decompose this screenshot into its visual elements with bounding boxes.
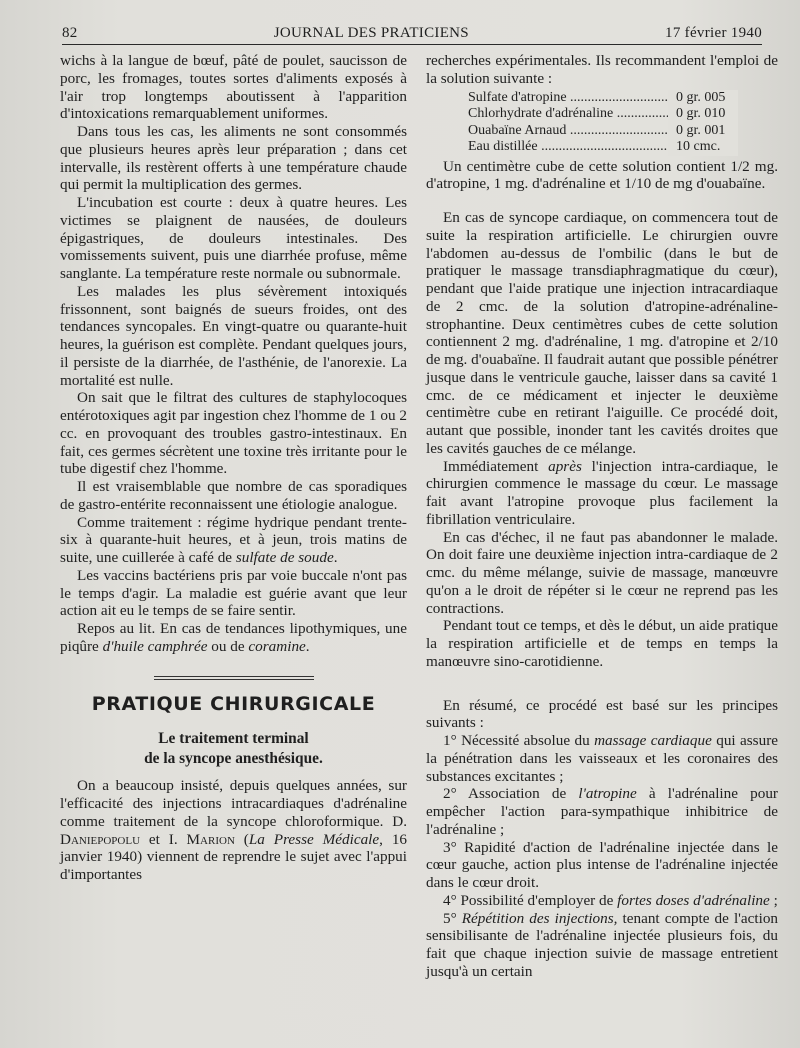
text-run: (: [234, 830, 249, 848]
ingredient-name: Sulfate d'atropine .....: [468, 90, 668, 107]
paragraph: En cas d'échec, il ne faut pas abandonner le malade. On doit faire une deuxième injection intra-cardiaque de 2 cmc. du même mélange, suivie de massage, manœuvre qu'on a le droit de répéter si le cœur ne reprend pas les contractions.: [426, 528, 778, 617]
running-header: [62, 18, 762, 45]
author-name: Marion: [186, 830, 235, 848]
item-number: 2°: [443, 785, 457, 803]
text-run: , 16 janvier 1940) viennent de reprendre le sujet avec l'appui d'importantes: [60, 830, 408, 883]
ingredient-dose: 0 gr. 005: [668, 90, 738, 107]
text-run: Rapidité d'action de l'adrénaline injectée dans le cœur gauche, action plus intense de l'adrénaline injectée dans le cœur droit.: [426, 838, 778, 891]
paragraph: Il est vraisemblable que nombre de cas sporadiques de gastro-entérite reconnaissent une étiologie analogue.: [60, 478, 407, 513]
principle-item: [426, 839, 778, 892]
text-run: Repos au lit. En cas de tendances lipothymiques, une piqûre: [60, 620, 407, 655]
italic-run: massage cardiaque: [594, 732, 712, 749]
text-run: tenant compte de l'action sensibilisante de l'adrénaline injectée plusieurs fois, du fait que chaque injection suivie de massage entretient jusqu'à un certain: [426, 909, 779, 980]
issue-date: 17 février 1940: [665, 25, 762, 41]
article-title: [60, 729, 407, 769]
formula-row: [468, 106, 738, 123]
formula-row: [468, 123, 738, 140]
text-run: Nécessité absolue du: [456, 732, 595, 749]
paragraph: On sait que le filtrat des cultures de staphylocoques entérotoxiques agit par ingestion chez l'homme de 1 ou 2 cc. en provoquant des troubles gastro-intestinaux. En fait, ces germes sécrètent une toxine très irritante pour le tube digestif chez l'homme.: [60, 389, 407, 478]
article-title-line: de la syncope anesthésique.: [144, 750, 323, 768]
paragraph: En résumé, ce procédé est basé sur les principes suivants :: [426, 696, 778, 732]
paragraph: recherches expérimentales. Ils recommandent l'emploi de la solution suivante :: [426, 52, 778, 87]
text-run: ;: [769, 891, 778, 909]
text-run: On a beaucoup insisté, depuis quelques années, sur l'efficacité des injections intracardiaques d'adrénaline comme traitement de la syncope chloroformique. D.: [60, 777, 407, 830]
text-run: et I.: [140, 830, 187, 848]
text-run: à l'adrénaline pour empêcher l'action para-sympathique inhibitrice de l'adrénaline ;: [426, 785, 778, 838]
italic-run: Répétition des injections,: [461, 909, 618, 927]
paragraph-intro: [60, 777, 407, 884]
italic-run: coramine: [248, 637, 306, 655]
item-number: 3°: [443, 838, 457, 856]
text-run: .: [333, 549, 338, 566]
principle-item: [426, 910, 778, 981]
ingredient-dose: 0 gr. 001: [668, 123, 738, 140]
text-run: Possibilité d'employer de: [456, 891, 618, 909]
paragraph: Les malades les plus sévèrement intoxiqués frissonnent, sont baignés de sueurs froides, ont des tendances syncopales. En vingt-quatre ou quarante-huit heures, la guérison est complète. Pendant quelques jours, il persiste de la diarrhée, de l'asthénie, de l'anorexie. La mortalité est nulle.: [60, 282, 407, 389]
text-run: l'injection intra-cardiaque, le chirurgien commence le massage du cœur. Le massage fait avant l'atropine provoque plus facilement la fibrillation ventriculaire.: [426, 457, 778, 528]
page-number: 82: [62, 25, 78, 41]
italic-run: fortes doses d'adrénaline: [617, 891, 770, 909]
section-divider: [154, 676, 314, 680]
article-title-line: Le traitement terminal: [158, 730, 309, 748]
item-number: 4°: [443, 891, 457, 909]
right-column: [426, 52, 778, 981]
paragraph: Un centimètre cube de cette solution contient 1/2 mg. d'atropine, 1 mg. d'adrénaline et 1/10 de mg d'ouabaïne.: [426, 157, 778, 193]
formula-row: [468, 90, 738, 107]
ingredient-dose: 10 cmc.: [668, 139, 738, 156]
text-run: Comme traitement : régime hydrique pendant trente-six à quarante-huit heures, et à jeun, trois matins de suite, une cuillerée à café de: [60, 513, 407, 566]
text-run: ou de: [207, 637, 249, 655]
item-number: 1°: [443, 732, 457, 749]
principle-item: [426, 785, 778, 838]
italic-run: d'huile camphrée: [102, 637, 208, 655]
text-run: Immédiatement: [443, 457, 549, 475]
ingredient-name: Chlorhydrate d'adrénaline .....: [468, 106, 668, 123]
paragraph-immediately: [426, 458, 778, 529]
ingredient-dose: 0 gr. 010: [668, 106, 738, 123]
section-title: PRATIQUE CHIRURGICALE: [91, 692, 376, 715]
text-run: .: [305, 637, 310, 655]
item-number: 5°: [443, 909, 457, 927]
journal-title: JOURNAL DES PRATICIENS: [273, 25, 469, 41]
paragraph: Dans tous les cas, les aliments ne sont consommés que plusieurs heures après leur préparation ; dans cet intervalle, ils restèrent offerts à une température chaude qui permit la multiplication des germes.: [60, 123, 407, 194]
principle-item: [426, 892, 778, 910]
journal-reference: La Presse Médicale: [248, 830, 380, 848]
formula-list: [468, 90, 738, 156]
italic-run: sulfate de soude: [235, 549, 334, 566]
ingredient-name: Eau distillée .....: [468, 139, 668, 156]
italic-run: l'atropine: [578, 785, 637, 803]
text-run: qui assure la pénétration dans les vaisseaux et les coronaires des substances excitantes ;: [426, 732, 778, 785]
text-run: Association de: [456, 785, 579, 803]
author-name: Daniepopolu: [60, 830, 141, 848]
paragraph: Pendant tout ce temps, et dès le début, un aide pratique la respiration artificielle et de temps en temps la manœuvre sino-carotidienne.: [426, 617, 778, 670]
principle-item: [426, 732, 778, 785]
paragraph: L'incubation est courte : deux à quatre heures. Les victimes se plaignent de nausées, de douleurs épigastriques, de douleurs intestinales. Des vomissements suivent, puis une diarrhée profuse, même sanglante. La température reste normale ou subnormale.: [60, 194, 407, 282]
paragraph: wichs à la langue de bœuf, pâté de poulet, saucisson de porc, les fromages, toutes sortes d'aliments exposés à l'air trop longtemps aboutissent à l'apparition d'intoxications remarquablement uniformes.: [60, 52, 407, 123]
italic-run: après: [548, 457, 582, 475]
ingredient-name: Ouabaïne Arnaud .....: [468, 123, 668, 140]
paragraph-treatment: [60, 514, 407, 567]
formula-row: [468, 139, 738, 156]
left-column: [60, 52, 407, 884]
paragraph: En cas de syncope cardiaque, on commencera tout de suite la respiration artificielle. Le chirurgien ouvre l'abdomen au-dessus de l'ombilic (dans le but de pratiquer le massage transdiaphragmatique du cœur), pendant que l'aide pratique une injection intracardiaque de 2 cmc. de la solution d'atropine-adrénaline-strophantine. Deux centimètres cubes de cette solution contiennent 2 mg. d'adrénaline, 1 mg. d'atropine et 2/10 de mg. d'ouabaïne. Il faudrait autant que possible pénétrer jusque dans le ventricule gauche, laisser dans sa cavité 1 cmc. de ce médicament et injecter le deuxième centimètre cube en retirant l'aiguille. Ce procédé doit, autant que possible, inonder tant les cavités droites que les cavités gauches de ce mélange.: [426, 209, 778, 457]
paragraph: Les vaccins bactériens pris par voie buccale n'ont pas le temps d'agir. La maladie est guérie avant que leur action ait eu le temps de se faire sentir.: [60, 566, 407, 620]
paragraph-repos: [60, 620, 407, 656]
